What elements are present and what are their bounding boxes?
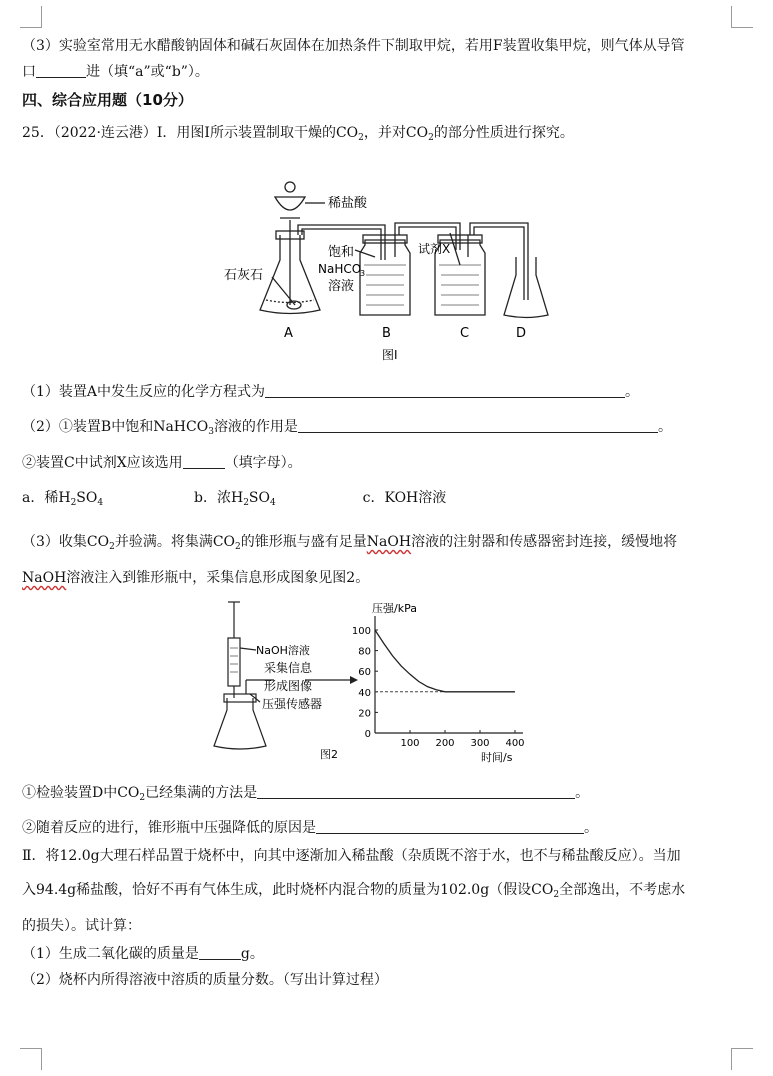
q25-options bbox=[22, 488, 749, 513]
answer-blank[interactable] bbox=[183, 455, 225, 469]
svg-text:图2: 图2 bbox=[320, 748, 338, 761]
q25-3-line2: NaOH溶液注入到锥形瓶中，采集信息形成图象见图2。 bbox=[22, 570, 370, 586]
x-tick-label: 200 bbox=[435, 738, 455, 749]
svg-text:A: A bbox=[284, 326, 293, 341]
svg-text:3: 3 bbox=[360, 269, 366, 278]
q24-part3-line1: （3）实验室常用无水醋酸钠固体和碱石灰固体在加热条件下制取甲烷，若用F装置收集甲烷，则气体从导管 bbox=[22, 38, 685, 54]
erlenmeyer-flask bbox=[214, 698, 266, 749]
svg-text:稀盐酸: 稀盐酸 bbox=[328, 196, 368, 211]
option-a: a．稀$H_2SO_4$ bbox=[22, 490, 104, 508]
figure-2 bbox=[210, 598, 540, 777]
x-tick-label: 400 bbox=[505, 738, 525, 749]
part2-line2: 入94.4g稀盐酸，恰好不再有气体生成，此时烧杯内混合物的质量为102.0g（假设$CO_2$全部逸出，不考虑水 bbox=[22, 882, 686, 900]
answer-blank[interactable] bbox=[298, 419, 658, 433]
svg-text:溶液: 溶液 bbox=[328, 279, 355, 294]
q25-2-i: （2）①装置B中饱和NaHCO$_3$溶液的作用是 。 bbox=[22, 419, 672, 437]
answer-blank[interactable] bbox=[199, 946, 241, 960]
svg-text:饱和: 饱和 bbox=[328, 245, 355, 260]
svg-text:压强传感器: 压强传感器 bbox=[262, 697, 323, 711]
y-axis-label: 压强/kPa bbox=[372, 602, 417, 615]
svg-text:形成图像: 形成图像 bbox=[264, 679, 313, 693]
corner-mark-top-right bbox=[731, 6, 753, 28]
q25-2-ii: ②装置C中试剂X应该选用 （填字母）。 bbox=[22, 455, 302, 471]
q25-3-line1: （3）收集$CO_2$并验满。将集满$CO_2$的锥形瓶与盛有足量NaOH溶液的注射器和传感器密封连接，缓慢地将 bbox=[22, 534, 678, 552]
calc-2: （2）烧杯内所得溶液中溶质的质量分数。（写出计算过程） bbox=[22, 972, 388, 988]
y-tick-label: 20 bbox=[358, 708, 371, 720]
y-tick-label: 40 bbox=[358, 687, 371, 699]
x-tick-label: 300 bbox=[470, 738, 490, 749]
q25-1: （1）装置A中发生反应的化学方程式为 。 bbox=[22, 384, 640, 400]
svg-text:NaHCO: NaHCO bbox=[318, 262, 362, 276]
section-title: 四、综合应用题（10分） bbox=[22, 91, 193, 109]
corner-mark-bottom-right bbox=[731, 1048, 753, 1070]
syringe bbox=[228, 638, 240, 686]
svg-text:D: D bbox=[516, 326, 527, 341]
part2-line1: Ⅱ．将12.0g大理石样品置于烧杯中，向其中逐渐加入稀盐酸（杂质既不溶于水，也不与稀盐酸反应）。当加 bbox=[22, 848, 681, 864]
svg-text:C: C bbox=[460, 326, 470, 341]
part2-line3: 的损失）。试计算： bbox=[22, 918, 141, 934]
x-tick-label: 100 bbox=[400, 738, 420, 749]
pressure-curve bbox=[375, 630, 515, 692]
y-tick-label: 0 bbox=[364, 729, 371, 740]
answer-blank[interactable] bbox=[265, 384, 625, 398]
flask-d bbox=[504, 257, 548, 318]
answer-blank[interactable] bbox=[36, 64, 86, 78]
answer-blank[interactable] bbox=[316, 820, 584, 834]
figure-1-apparatus bbox=[210, 165, 560, 369]
q24-part3-line2: 口 进（填“a”或“b”）。 bbox=[22, 64, 209, 80]
svg-text:NaOH溶液: NaOH溶液 bbox=[256, 644, 310, 657]
corner-mark-top-left bbox=[20, 6, 42, 28]
corner-mark-bottom-left bbox=[20, 1048, 42, 1070]
x-axis-label: 时间/s bbox=[481, 751, 513, 764]
svg-text:采集信息: 采集信息 bbox=[264, 661, 313, 675]
y-tick-label: 100 bbox=[351, 626, 371, 637]
svg-text:试剂X: 试剂X bbox=[418, 242, 451, 256]
option-c: c．KOH溶液 bbox=[362, 490, 447, 506]
y-tick-label: 80 bbox=[358, 646, 371, 658]
svg-text:图Ⅰ: 图Ⅰ bbox=[382, 348, 398, 362]
q25-intro: 25．（2022·连云港）Ⅰ．用图Ⅰ所示装置制取干燥的$CO_2$，并对$CO_2$的部分性质进行探究。 bbox=[22, 125, 574, 143]
answer-blank[interactable] bbox=[257, 785, 575, 799]
calc-1: （1）生成二氧化碳的质量是 g。 bbox=[22, 946, 264, 962]
q25-3-i: ①检验装置D中$CO_2$已经集满的方法是 。 bbox=[22, 785, 590, 803]
svg-text:B: B bbox=[382, 326, 391, 341]
q25-3-ii: ②随着反应的进行，锥形瓶中压强降低的原因是 。 bbox=[22, 820, 598, 836]
svg-text:石灰石: 石灰石 bbox=[224, 268, 264, 283]
y-tick-label: 60 bbox=[358, 667, 371, 679]
separatory-funnel bbox=[275, 197, 305, 210]
pressure-chart bbox=[352, 602, 525, 764]
option-b: b．浓$H_2SO_4$ bbox=[194, 490, 276, 508]
